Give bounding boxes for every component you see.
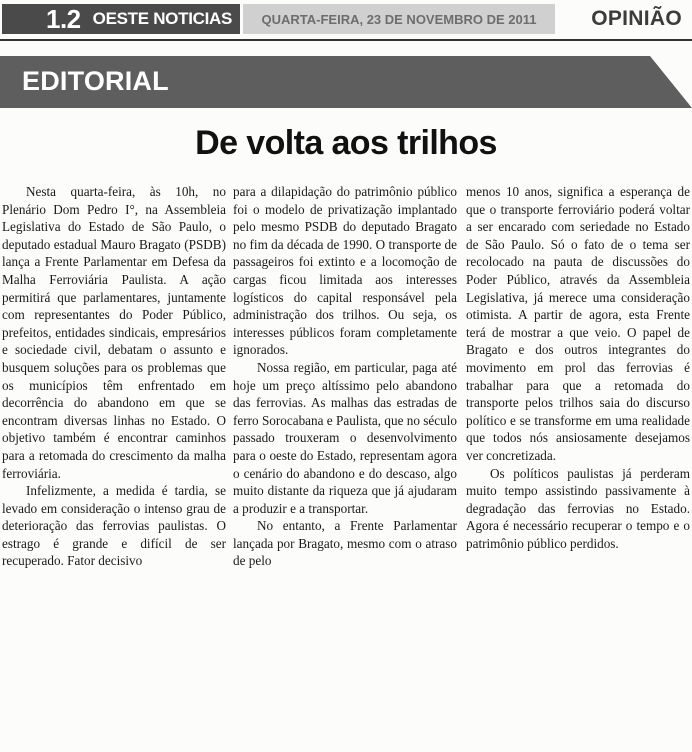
header-rule (0, 39, 692, 41)
paragraph: No entanto, a Frente Parlamentar lançada por Bragato, mesmo com o atraso de pelo (233, 518, 457, 569)
editorial-banner (0, 56, 692, 108)
article-column-3 (466, 183, 690, 743)
paragraph: Nossa região, em particular, paga até hoje um preço altíssimo pelo abandono das ferrovias. As malhas das estradas de ferro Sorocabana e Paulista, que no século passado trouxeram o desenvolvimento para o oeste do Estado, representam agora o cenário do abandono e do descaso, algo muito distante da riqueza que já ajudaram a produzir e a transportar. (233, 359, 457, 516)
paragraph-continued: para a dilapidação do patrimônio público foi o modelo de privatização implantado pelo mesmo PSDB do deputado Bragato no fim da década de 1990. O transporte de passageiros foi extinto e a locomoção de cargas ficou limitada aos interesses logísticos do capital responsável pela administração dos trilhos. Ou seja, os interesses públicos foram completamente ignorados. (233, 184, 457, 358)
article-column-1 (2, 183, 226, 743)
article-column-2 (233, 183, 457, 743)
publication-name: OESTE NOTICIAS (92, 9, 233, 28)
editorial-label: EDITORIAL (22, 66, 169, 96)
paragraph: Nesta quarta-feira, às 10h, no Plenário Dom Pedro I°, na Assembleia Legislativa do Estado de São Paulo, o deputado estadual Mauro Bragato (PSDB) lança a Frente Parlamentar em Defesa da Malha Ferroviária Paulista. A ação permitirá que parlamentares, juntamente com representantes do Poder Público, prefeitos, entidades sindicais, empresários e sociedade civil, debatam o assunto e busquem soluções para os problemas que os municípios têm enfrentado em decorrência do abandono em que se encontram diversas linhas no Estado. O objetivo também é encontrar caminhos para a retomada do crescimento da malha ferroviária. (2, 184, 226, 481)
paragraph-continued: menos 10 anos, significa a esperança de que o transporte ferroviário poderá voltar a ser encarado com seriedade no Estado de São Paulo. Só o fato de o tema ser recolocado na pauta de discussões do Poder Público, através da Assembleia Legislativa, já merece uma consideração otimista. A partir de agora, esta Frente terá de mostrar a que veio. O papel de Bragato e dos outros integrantes do movimento em prol das ferrovias é trabalhar para que a retomada do transporte pelos trilhos saia do discurso político e se transforme em uma realidade que todos nós ansiosamente desejamos ver concretizada. (466, 184, 690, 463)
issue-date: QUARTA-FEIRA, 23 DE NOVEMBRO DE 2011 (243, 4, 555, 34)
page-header (0, 0, 692, 38)
page-number: 1.2 (46, 3, 81, 34)
section-label: OPINIÃO (591, 7, 682, 30)
paragraph: Infelizmente, a medida é tardia, se levado em consideração o intenso grau de deterioração das ferrovias paulistas. O estrago é grande e difícil de ser recuperado. Fator decisivo (2, 483, 226, 569)
paragraph: Os políticos paulistas já perderam muito tempo assistindo passivamente à degradação das ferrovias no Estado. Agora é necessário recuperar o tempo e o patrimônio público perdidos. (466, 465, 690, 551)
page-number-block (2, 4, 240, 34)
article-headline: De volta aos trilhos (195, 124, 497, 162)
